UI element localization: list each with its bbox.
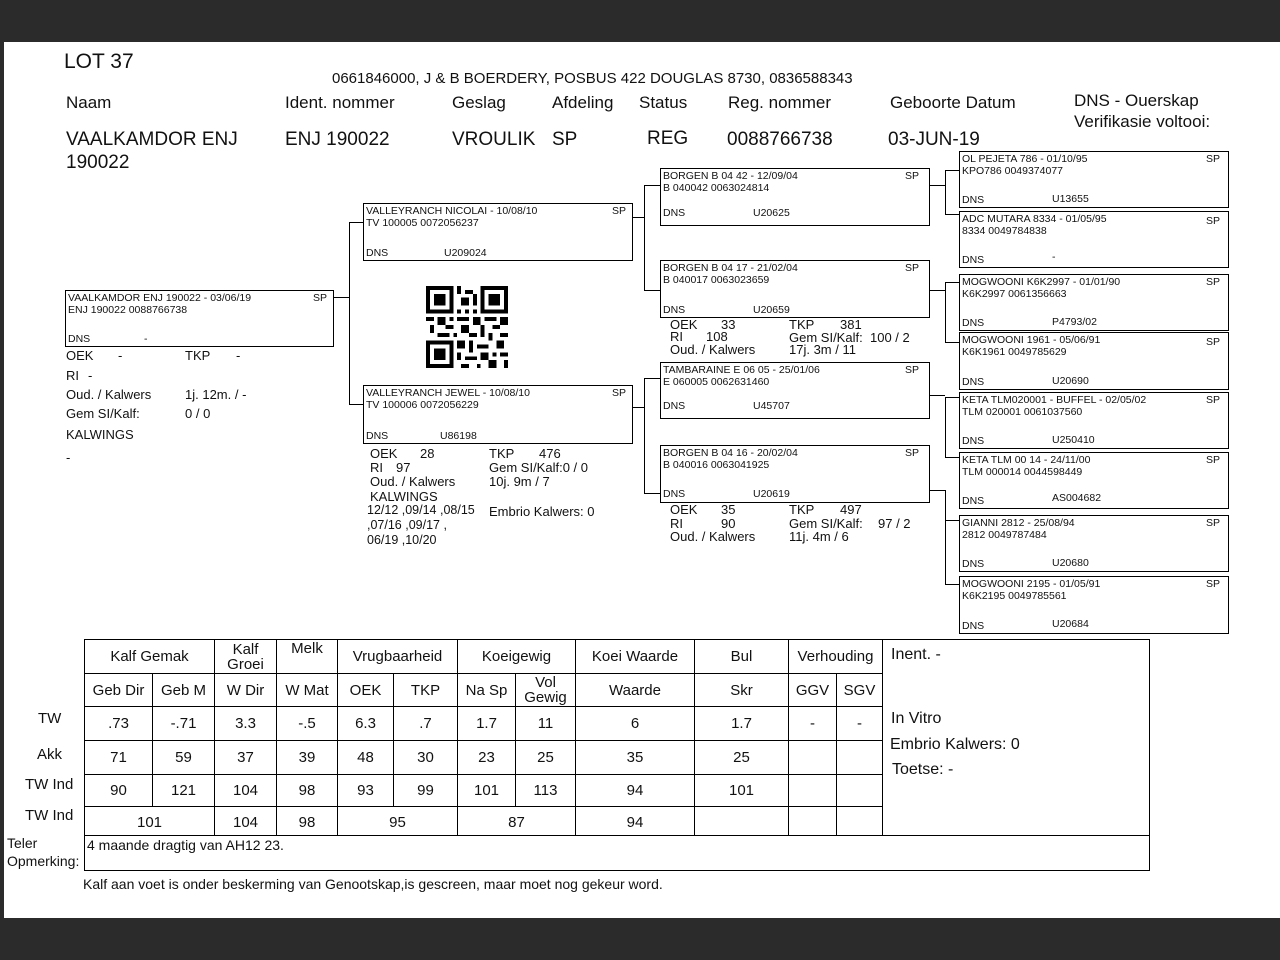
col-vol-gewig: Vol Gewig xyxy=(516,674,576,707)
connector xyxy=(644,493,660,494)
gp-2-oud-value: 17j. 3m / 11 xyxy=(789,342,856,357)
side-toetse: Toetse: - xyxy=(892,761,954,778)
gp-2-dns: DNS xyxy=(663,304,686,316)
side-in-vitro: In Vitro xyxy=(891,710,942,727)
gp-2-dns-value: U20659 xyxy=(753,304,790,316)
twind-cell: 101 xyxy=(695,775,789,807)
ggp-4-dns-value: U20690 xyxy=(1052,375,1089,387)
ggp-2-dns: DNS xyxy=(962,254,985,266)
ggp-4-dns: DNS xyxy=(962,376,985,388)
ggp-box-8 xyxy=(959,576,1229,634)
tw-cell: .7 xyxy=(394,707,458,741)
dam-dns: DNS xyxy=(366,430,389,442)
col-tkp: TKP xyxy=(394,674,458,707)
tw-cell: - xyxy=(789,707,837,741)
ggp-5-sp: SP xyxy=(1205,394,1220,406)
group-koeigewig: Koeigewig xyxy=(458,640,576,674)
col-waarde: Waarde xyxy=(576,674,695,707)
connector xyxy=(945,520,959,521)
gp-4-tkp-label: TKP xyxy=(789,502,815,517)
connector xyxy=(945,170,959,171)
footer-note: Kalf aan voet is onder beskerming van Genootskap,is gescreen, maar moet nog gekeur word. xyxy=(83,876,663,892)
ggp-6-name: KETA TLM 00 14 - 24/11/00 xyxy=(962,454,1091,466)
side-inent: Inent. - xyxy=(891,646,941,663)
dam-oek-label: OEK xyxy=(370,446,398,461)
ggp-5-dns-value: U250410 xyxy=(1052,434,1095,446)
dam-ri-label: RI xyxy=(370,460,383,475)
twind2-melk: 98 xyxy=(277,807,338,838)
tw-cell: - xyxy=(837,707,883,741)
ggp-6-dns: DNS xyxy=(962,495,985,507)
dam-ri-value: 97 xyxy=(396,460,411,475)
gp-2-oek-value: 33 xyxy=(721,317,736,332)
col-ggv: GGV xyxy=(789,674,837,707)
akk-cell: 59 xyxy=(153,741,215,775)
akk-cell: 48 xyxy=(338,741,394,775)
teler-opmerking-text: 4 maande dragtig van AH12 23. xyxy=(87,837,284,853)
dam-box xyxy=(363,385,633,444)
ggp-7-dns-value: U20680 xyxy=(1052,557,1089,569)
sire-dns: DNS xyxy=(366,247,389,259)
ggp-6-ids: TLM 000014 0044598449 xyxy=(962,466,1083,478)
ggp-4-sp: SP xyxy=(1205,336,1220,348)
value-status: REG xyxy=(647,128,689,149)
ggp-2-sp: SP xyxy=(1205,215,1220,227)
teler-opmerking-box xyxy=(84,835,1150,871)
ggp-8-name: MOGWOONI 2195 - 01/05/91 xyxy=(962,578,1101,590)
document-page xyxy=(4,42,1280,918)
dam-gem: Gem SI/Kalf:0 / 0 xyxy=(489,460,588,475)
gp-4-ids: B 040016 0063041925 xyxy=(663,459,770,471)
connector xyxy=(945,342,959,343)
twind2-kalf-gemak: 101 xyxy=(85,807,215,838)
connector xyxy=(945,584,959,585)
value-ident: ENJ 190022 xyxy=(285,129,390,150)
twind-cell: 90 xyxy=(85,775,153,807)
twind2-sgv xyxy=(837,807,883,838)
dam-oud-value: 10j. 9m / 7 xyxy=(489,474,550,489)
twind2-ggv xyxy=(789,807,837,838)
gp-2-tkp-value: 381 xyxy=(840,317,862,332)
subject-oud-value: 1j. 12m. / - xyxy=(185,387,247,402)
ggp-3-sp: SP xyxy=(1205,276,1220,288)
connector xyxy=(929,395,945,396)
twind-cell: 98 xyxy=(277,775,338,807)
akk-cell xyxy=(789,741,837,775)
dam-embrio: Embrio Kalwers: 0 xyxy=(489,504,595,519)
gp-4-oek-value: 35 xyxy=(721,502,736,517)
ggp-4-name: MOGWOONI 1961 - 05/06/91 xyxy=(962,334,1101,346)
tw-cell: 1.7 xyxy=(458,707,516,741)
subject-ri-label: RI xyxy=(66,368,79,383)
subject-oud-label: Oud. / Kalwers xyxy=(66,387,152,402)
header-naam: Naam xyxy=(66,93,112,112)
dam-ids: TV 100006 0072056229 xyxy=(366,399,479,411)
connector xyxy=(644,185,645,290)
group-koei-waarde: Koei Waarde xyxy=(576,640,695,674)
col-skr: Skr xyxy=(695,674,789,707)
subject-gem-label: Gem SI/Kalf: xyxy=(66,406,140,421)
ggp-1-dns: DNS xyxy=(962,194,985,206)
group-melk: Melk xyxy=(277,640,338,674)
connector xyxy=(349,222,350,404)
connector xyxy=(945,282,946,342)
ggp-box-4 xyxy=(959,332,1229,390)
gp-2-oek-label: OEK xyxy=(670,317,698,332)
dam-kalwings-dates-3: 06/19 ,10/20 xyxy=(367,533,437,547)
group-kalf-groei: Kalf Groei xyxy=(215,640,277,674)
col-sgv: SGV xyxy=(837,674,883,707)
dam-tkp-value: 476 xyxy=(539,446,561,461)
gp-1-dns: DNS xyxy=(663,207,686,219)
value-naam-2: 190022 xyxy=(66,152,130,173)
gp-3-ids: E 060005 0062631460 xyxy=(663,376,770,388)
gp-1-name: BORGEN B 04 42 - 12/09/04 xyxy=(663,170,798,182)
dam-dns-value: U86198 xyxy=(440,430,477,442)
tw-cell: 6.3 xyxy=(338,707,394,741)
dam-oud-label: Oud. / Kalwers xyxy=(370,474,456,489)
twind2-bul xyxy=(695,807,789,838)
twind-cell: 101 xyxy=(458,775,516,807)
gp-2-gem-value: 100 / 2 xyxy=(870,330,910,345)
gp-4-dns: DNS xyxy=(663,488,686,500)
akk-cell: 23 xyxy=(458,741,516,775)
tw-cell: -.5 xyxy=(277,707,338,741)
gp-4-gem-label: Gem SI/Kalf: xyxy=(789,516,863,531)
akk-cell: 25 xyxy=(695,741,789,775)
col-w-mat: W Mat xyxy=(277,674,338,707)
ggp-1-sp: SP xyxy=(1205,153,1220,165)
gp-box-4 xyxy=(660,445,930,503)
connector xyxy=(929,490,945,491)
gp-3-dns: DNS xyxy=(663,400,686,412)
connector xyxy=(945,397,959,398)
ggp-8-dns-value: U20684 xyxy=(1052,618,1089,630)
lot-number: LOT 37 xyxy=(64,50,134,73)
value-afdeling: SP xyxy=(552,129,578,150)
ggp-2-name: ADC MUTARA 8334 - 01/05/95 xyxy=(962,213,1107,225)
connector xyxy=(945,457,959,458)
gp-4-ri-label: RI xyxy=(670,516,683,531)
dam-name: VALLEYRANCH JEWEL - 10/08/10 xyxy=(366,387,530,399)
connector xyxy=(349,222,363,223)
gp-4-ri-value: 90 xyxy=(721,516,736,531)
row-label-tw-ind: TW Ind xyxy=(25,776,74,793)
gp-2-tkp-label: TKP xyxy=(789,317,815,332)
akk-cell: 37 xyxy=(215,741,277,775)
col-oek: OEK xyxy=(338,674,394,707)
header-dns-ouerskap: DNS - Ouerskap xyxy=(1074,91,1199,110)
gp-1-dns-value: U20625 xyxy=(753,207,790,219)
akk-cell: 35 xyxy=(576,741,695,775)
side-embrio-kalwers: Embrio Kalwers: 0 xyxy=(890,736,1020,753)
connector xyxy=(945,397,946,457)
tw-cell: 6 xyxy=(576,707,695,741)
ggp-3-dns-value: P4793/02 xyxy=(1052,316,1097,328)
gp-4-oek-label: OEK xyxy=(670,502,698,517)
gp-3-dns-value: U45707 xyxy=(753,400,790,412)
dam-oek-value: 28 xyxy=(420,446,435,461)
gp-2-ri-value: 108 xyxy=(706,329,728,344)
ggp-box-3 xyxy=(959,274,1229,331)
ggp-6-sp: SP xyxy=(1205,454,1220,466)
gp-box-1 xyxy=(660,168,930,226)
gp-1-ids: B 040042 0063024814 xyxy=(663,182,770,194)
header-ident: Ident. nommer xyxy=(285,93,395,112)
subject-tkp-label: TKP xyxy=(185,348,211,363)
ggp-box-5 xyxy=(959,392,1229,449)
opmerking-label: Opmerking: xyxy=(7,853,80,869)
col-geb-m: Geb M xyxy=(153,674,215,707)
row-label-akk: Akk xyxy=(37,746,63,763)
gp-4-sp: SP xyxy=(904,447,919,459)
ggp-8-dns: DNS xyxy=(962,620,985,632)
ggp-6-dns-value: AS004682 xyxy=(1052,492,1102,504)
akk-cell: 30 xyxy=(394,741,458,775)
ggp-7-name: GIANNI 2812 - 25/08/94 xyxy=(962,517,1075,529)
ggp-1-name: OL PEJETA 786 - 01/10/95 xyxy=(962,153,1088,165)
subject-ids: ENJ 190022 0088766738 xyxy=(68,304,188,316)
connector xyxy=(945,282,959,283)
subject-oek-label: OEK xyxy=(66,348,94,363)
ggp-8-ids: K6K2195 0049785561 xyxy=(962,590,1067,602)
ggp-7-ids: 2812 0049787484 xyxy=(962,529,1047,541)
value-geslag: VROULIK xyxy=(452,129,536,150)
sire-sp: SP xyxy=(611,205,626,217)
side-panel xyxy=(882,639,1150,836)
akk-cell: 71 xyxy=(85,741,153,775)
gp-2-ri-label: RI xyxy=(670,329,683,344)
breeding-values-table xyxy=(84,639,883,838)
connector xyxy=(945,170,946,214)
connector xyxy=(333,297,349,298)
ggp-7-sp: SP xyxy=(1205,517,1220,529)
ggp-box-2 xyxy=(959,211,1229,268)
dam-sp: SP xyxy=(611,387,626,399)
ggp-3-ids: K6K2997 0061356663 xyxy=(962,288,1067,300)
connector xyxy=(929,290,945,291)
row-label-tw: TW xyxy=(38,710,62,727)
gp-2-sp: SP xyxy=(904,262,919,274)
header-dns-verifikasie: Verifikasie voltooi: xyxy=(1074,112,1211,131)
subject-kalwings: KALWINGS xyxy=(66,427,134,442)
connector xyxy=(644,185,660,186)
header-status: Status xyxy=(639,93,688,112)
gp-3-name: TAMBARAINE E 06 05 - 25/01/06 xyxy=(663,364,820,376)
dam-kalwings: KALWINGS xyxy=(370,489,438,504)
twind-cell: 94 xyxy=(576,775,695,807)
dam-kalwings-dates-2: ,07/16 ,09/17 , xyxy=(367,518,447,532)
ggp-3-dns: DNS xyxy=(962,317,985,329)
dam-kalwings-dates-1: 12/12 ,09/14 ,08/15 xyxy=(367,503,475,517)
connector xyxy=(644,290,660,291)
twind-cell: 121 xyxy=(153,775,215,807)
subject-gem-value: 0 / 0 xyxy=(185,406,211,421)
group-vrugbaarheid: Vrugbaarheid xyxy=(338,640,458,674)
tw-cell: .73 xyxy=(85,707,153,741)
header-reg: Reg. nommer xyxy=(728,93,831,112)
gp-4-dns-value: U20619 xyxy=(753,488,790,500)
tw-cell: 3.3 xyxy=(215,707,277,741)
subject-box xyxy=(65,290,334,347)
gp-2-gem-label: Gem SI/Kalf: xyxy=(789,330,863,345)
twind-cell: 93 xyxy=(338,775,394,807)
gp-4-tkp-value: 497 xyxy=(840,502,862,517)
ggp-box-7 xyxy=(959,515,1229,572)
ggp-box-1 xyxy=(959,151,1229,208)
twind-cell: 99 xyxy=(394,775,458,807)
gp-3-sp: SP xyxy=(904,364,919,376)
gp-1-sp: SP xyxy=(904,170,919,182)
group-verhouding: Verhouding xyxy=(789,640,883,674)
row-label-tw-ind-2: TW Ind xyxy=(25,807,74,824)
connector xyxy=(632,407,644,408)
ggp-5-name: KETA TLM020001 - BUFFEL - 02/05/02 xyxy=(962,394,1147,406)
value-reg: 0088766738 xyxy=(727,129,833,150)
group-kalf-gemak: Kalf Gemak xyxy=(85,640,215,674)
gp-box-2 xyxy=(660,260,930,318)
value-geboorte: 03-JUN-19 xyxy=(888,129,980,150)
connector xyxy=(632,217,644,218)
col-na-sp: Na Sp xyxy=(458,674,516,707)
ggp-4-ids: K6K1961 0049785629 xyxy=(962,346,1067,358)
subject-sp: SP xyxy=(312,292,327,304)
ggp-2-dns-value: - xyxy=(1052,251,1056,263)
ggp-5-ids: TLM 020001 0061037560 xyxy=(962,406,1083,418)
ggp-7-dns: DNS xyxy=(962,558,985,570)
connector xyxy=(945,214,959,215)
ggp-1-dns-value: U13655 xyxy=(1052,193,1089,205)
gp-4-oud-label: Oud. / Kalwers xyxy=(670,529,756,544)
col-geb-dir: Geb Dir xyxy=(85,674,153,707)
connector xyxy=(644,378,645,493)
teler-label: Teler xyxy=(7,835,38,851)
ggp-2-ids: 8334 0049784838 xyxy=(962,225,1047,237)
akk-cell: 25 xyxy=(516,741,576,775)
connector xyxy=(945,490,946,584)
ggp-8-sp: SP xyxy=(1205,578,1220,590)
sire-box xyxy=(363,203,633,261)
twind2-kalf-groei: 104 xyxy=(215,807,277,838)
akk-cell: 39 xyxy=(277,741,338,775)
twind-cell: 104 xyxy=(215,775,277,807)
gp-2-oud-label: Oud. / Kalwers xyxy=(670,342,756,357)
sire-name: VALLEYRANCH NICOLAI - 10/08/10 xyxy=(366,205,538,217)
ggp-box-6 xyxy=(959,452,1229,509)
twind-cell xyxy=(837,775,883,807)
group-bul: Bul xyxy=(695,640,789,674)
subject-dns-value: - xyxy=(144,333,148,345)
connector xyxy=(644,378,660,379)
ggp-3-name: MOGWOONI K6K2997 - 01/01/90 xyxy=(962,276,1121,288)
connector xyxy=(349,404,363,405)
gp-2-name: BORGEN B 04 17 - 21/02/04 xyxy=(663,262,798,274)
top-bar xyxy=(0,0,1280,42)
breeder-address: 0661846000, J & B BOERDERY, POSBUS 422 DOUGLAS 8730, 0836588343 xyxy=(332,70,853,87)
tw-cell: 11 xyxy=(516,707,576,741)
header-afdeling: Afdeling xyxy=(552,93,614,112)
bottom-bar xyxy=(0,918,1280,960)
col-w-dir: W Dir xyxy=(215,674,277,707)
dam-tkp-label: TKP xyxy=(489,446,515,461)
tw-cell: 1.7 xyxy=(695,707,789,741)
ggp-5-dns: DNS xyxy=(962,435,985,447)
subject-name: VAALKAMDOR ENJ 190022 - 03/06/19 xyxy=(68,292,252,304)
subject-kalwings-value: - xyxy=(66,450,71,465)
twind2-koei-waarde: 94 xyxy=(576,807,695,838)
twind2-koeigewig: 87 xyxy=(458,807,576,838)
twind2-vrugbaarheid: 95 xyxy=(338,807,458,838)
gp-4-gem-value: 97 / 2 xyxy=(878,516,911,531)
sire-ids: TV 100005 0072056237 xyxy=(366,217,479,229)
ggp-1-ids: KPO786 0049374077 xyxy=(962,165,1064,177)
subject-ri-value: - xyxy=(88,368,93,383)
gp-2-ids: B 040017 0063023659 xyxy=(663,274,770,286)
value-naam-1: VAALKAMDOR ENJ xyxy=(66,129,238,150)
connector xyxy=(929,185,945,186)
gp-box-3 xyxy=(660,362,930,419)
gp-4-oud-value: 11j. 4m / 6 xyxy=(789,529,849,544)
subject-dns: DNS xyxy=(68,333,91,345)
header-geboorte: Geboorte Datum xyxy=(890,93,1016,112)
subject-tkp-value: - xyxy=(236,348,241,363)
akk-cell xyxy=(837,741,883,775)
header-geslag: Geslag xyxy=(452,93,506,112)
sire-dns-value: U209024 xyxy=(444,247,487,259)
twind-cell xyxy=(789,775,837,807)
tw-cell: -.71 xyxy=(153,707,215,741)
gp-4-name: BORGEN B 04 16 - 20/02/04 xyxy=(663,447,798,459)
twind-cell: 113 xyxy=(516,775,576,807)
qr-code-icon xyxy=(423,286,511,368)
subject-oek-value: - xyxy=(118,348,123,363)
